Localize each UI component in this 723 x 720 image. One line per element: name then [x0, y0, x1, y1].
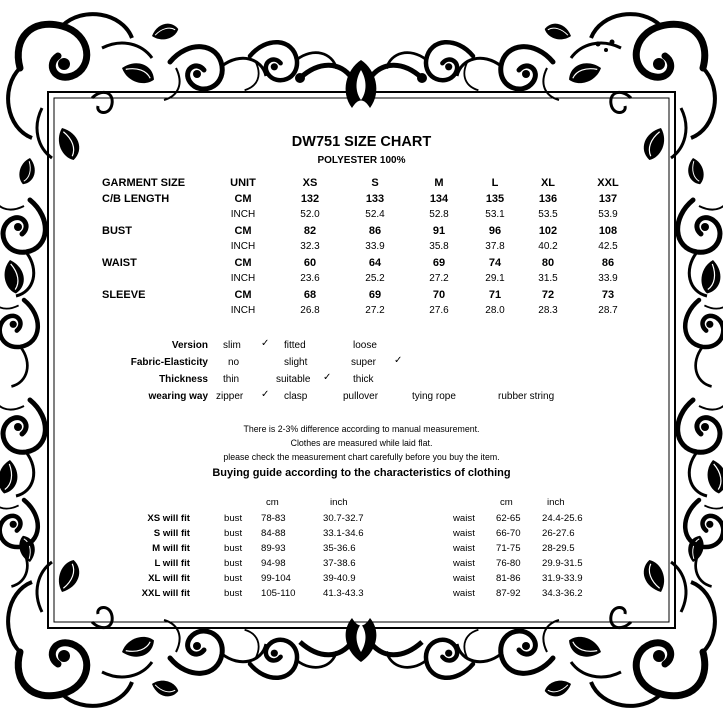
cell-inch: 35.8: [429, 241, 449, 252]
cell-cm: 64: [368, 257, 382, 269]
fit-size-label: S will fit: [153, 528, 190, 539]
bust-cm: 94-98: [261, 558, 286, 569]
bust-cm: 84-88: [261, 528, 286, 539]
unit-inch: INCH: [230, 273, 256, 284]
waist-label: waist: [453, 588, 475, 599]
cell-cm: 102: [538, 225, 558, 237]
cell-cm: 96: [488, 225, 502, 237]
option-fitted: fitted: [284, 340, 306, 351]
option-slim: slim: [223, 340, 241, 351]
cell-cm: 135: [485, 193, 505, 205]
header-size-xl: XL: [540, 177, 556, 189]
cell-cm: 91: [432, 225, 446, 237]
bust-inch: 33.1-34.6: [323, 528, 364, 539]
row-label: C/B LENGTH: [102, 193, 170, 205]
cell-inch: 26.8: [300, 305, 320, 316]
cell-cm: 132: [300, 193, 320, 205]
unit-cm: CM: [234, 193, 252, 205]
row-label: WAIST: [102, 257, 137, 269]
unit-cm: CM: [234, 289, 252, 301]
cell-cm: 71: [488, 289, 502, 301]
bust-inch: 37-38.6: [323, 558, 356, 569]
checkmark-icon: ✓: [323, 372, 332, 383]
cell-cm: 80: [541, 257, 555, 269]
cell-cm: 136: [538, 193, 558, 205]
option-thick: thick: [353, 374, 374, 385]
bust-label: bust: [224, 588, 243, 599]
cell-inch: 53.9: [598, 209, 618, 220]
cell-cm: 60: [303, 257, 317, 269]
waist-label: waist: [453, 573, 475, 584]
row-label: BUST: [102, 225, 132, 237]
unit-inch: INCH: [230, 209, 256, 220]
bust-inch: 30.7-32.7: [323, 513, 364, 524]
header-garment-size: GARMENT SIZE: [102, 177, 186, 189]
option-clasp: clasp: [284, 391, 308, 402]
waist-label: waist: [453, 543, 475, 554]
bust-label: bust: [224, 558, 243, 569]
option-thin: thin: [223, 374, 240, 385]
bust-label: bust: [224, 573, 243, 584]
note-laid-flat: Clothes are measured while laid flat.: [290, 438, 433, 448]
cell-cm: 137: [598, 193, 618, 205]
option-tying-rope: tying rope: [412, 391, 456, 402]
cell-inch: 27.2: [429, 273, 449, 284]
bust-label: bust: [224, 543, 243, 554]
cell-inch: 52.8: [429, 209, 449, 220]
cell-inch: 28.3: [538, 305, 558, 316]
cell-inch: 25.2: [365, 273, 385, 284]
cell-cm: 133: [365, 193, 385, 205]
bust-inch: 35-36.6: [323, 543, 356, 554]
cell-inch: 27.2: [365, 305, 385, 316]
bust-cm: 105-110: [261, 588, 296, 599]
option-zipper: zipper: [216, 391, 244, 402]
characteristic-label: Thickness: [159, 374, 208, 385]
cell-inch: 28.0: [485, 305, 505, 316]
cell-cm: 82: [303, 225, 317, 237]
header-unit: UNIT: [230, 177, 256, 189]
material-label: POLYESTER 100%: [317, 155, 406, 166]
waist-cm: 66-70: [496, 528, 521, 539]
guide-col-inch: inch: [330, 497, 348, 508]
cell-inch: 52.4: [365, 209, 385, 220]
header-size-m: M: [434, 177, 444, 189]
characteristic-label: Fabric-Elasticity: [130, 357, 208, 368]
unit-inch: INCH: [230, 305, 256, 316]
waist-cm: 62-65: [496, 513, 521, 524]
guide-col-cm: cm: [500, 497, 513, 508]
cell-inch: 52.0: [300, 209, 320, 220]
fit-size-label: XL will fit: [148, 573, 190, 584]
header-size-l: L: [491, 177, 499, 189]
checkmark-icon: ✓: [261, 338, 270, 349]
cell-cm: 69: [432, 257, 446, 269]
cell-cm: 74: [488, 257, 502, 269]
fit-size-label: L will fit: [154, 558, 190, 569]
buying-guide-title: Buying guide according to the characteristics of clothing: [212, 467, 511, 479]
cell-cm: 68: [303, 289, 317, 301]
cell-inch: 29.1: [485, 273, 505, 284]
waist-cm: 81-86: [496, 573, 521, 584]
bust-label: bust: [224, 528, 243, 539]
cell-inch: 53.5: [538, 209, 558, 220]
characteristic-label: Version: [171, 340, 208, 351]
cell-cm: 108: [598, 225, 618, 237]
waist-inch: 28-29.5: [542, 543, 575, 554]
option-no: no: [228, 357, 240, 368]
bust-inch: 39-40.9: [323, 573, 356, 584]
cell-inch: 31.5: [538, 273, 558, 284]
option-rubber-string: rubber string: [498, 391, 555, 402]
page-title: DW751 SIZE CHART: [291, 134, 432, 150]
waist-inch: 26-27.6: [542, 528, 575, 539]
cell-inch: 23.6: [300, 273, 320, 284]
cell-inch: 53.1: [485, 209, 505, 220]
checkmark-icon: ✓: [261, 389, 270, 400]
fit-size-label: XS will fit: [147, 513, 190, 524]
unit-cm: CM: [234, 225, 252, 237]
guide-col-inch: inch: [547, 497, 565, 508]
unit-inch: INCH: [230, 241, 256, 252]
cell-inch: 32.3: [300, 241, 320, 252]
cell-cm: 69: [368, 289, 382, 301]
option-super: super: [351, 357, 377, 368]
bust-cm: 78-83: [261, 513, 286, 524]
bust-cm: 89-93: [261, 543, 286, 554]
guide-col-cm: cm: [266, 497, 279, 508]
bust-cm: 99-104: [261, 573, 291, 584]
cell-cm: 86: [601, 257, 615, 269]
note-check-chart: please check the measurement chart carefully before you buy the item.: [223, 452, 500, 462]
waist-cm: 76-80: [496, 558, 521, 569]
cell-inch: 28.7: [598, 305, 618, 316]
unit-cm: CM: [234, 257, 252, 269]
cell-inch: 37.8: [485, 241, 505, 252]
option-slight: slight: [284, 357, 308, 368]
option-pullover: pullover: [343, 391, 379, 402]
header-size-xs: XS: [302, 177, 318, 189]
waist-label: waist: [453, 513, 475, 524]
cell-inch: 33.9: [598, 273, 618, 284]
fit-size-label: XXL will fit: [141, 588, 190, 599]
waist-label: waist: [453, 528, 475, 539]
waist-inch: 31.9-33.9: [542, 573, 583, 584]
row-label: SLEEVE: [102, 289, 146, 301]
waist-cm: 87-92: [496, 588, 521, 599]
waist-inch: 29.9-31.5: [542, 558, 583, 569]
cell-inch: 42.5: [598, 241, 618, 252]
waist-label: waist: [453, 558, 475, 569]
option-suitable: suitable: [276, 374, 311, 385]
cell-inch: 40.2: [538, 241, 558, 252]
cell-cm: 86: [368, 225, 382, 237]
cell-inch: 27.6: [429, 305, 449, 316]
center-fleur-icon: [300, 618, 422, 662]
bust-inch: 41.3-43.3: [323, 588, 364, 599]
characteristic-label: wearing way: [148, 391, 208, 402]
checkmark-icon: ✓: [394, 355, 403, 366]
waist-inch: 34.3-36.2: [542, 588, 583, 599]
cell-cm: 72: [541, 289, 555, 301]
note-difference: There is 2-3% difference according to manual measurement.: [243, 424, 480, 434]
bust-label: bust: [224, 513, 243, 524]
fit-size-label: M will fit: [152, 543, 190, 554]
option-loose: loose: [353, 340, 377, 351]
cell-cm: 73: [601, 289, 615, 301]
header-size-s: S: [371, 177, 379, 189]
cell-cm: 134: [429, 193, 449, 205]
cell-inch: 33.9: [365, 241, 385, 252]
waist-inch: 24.4-25.6: [542, 513, 583, 524]
waist-cm: 71-75: [496, 543, 521, 554]
header-size-xxl: XXL: [597, 177, 619, 189]
cell-cm: 70: [432, 289, 446, 301]
